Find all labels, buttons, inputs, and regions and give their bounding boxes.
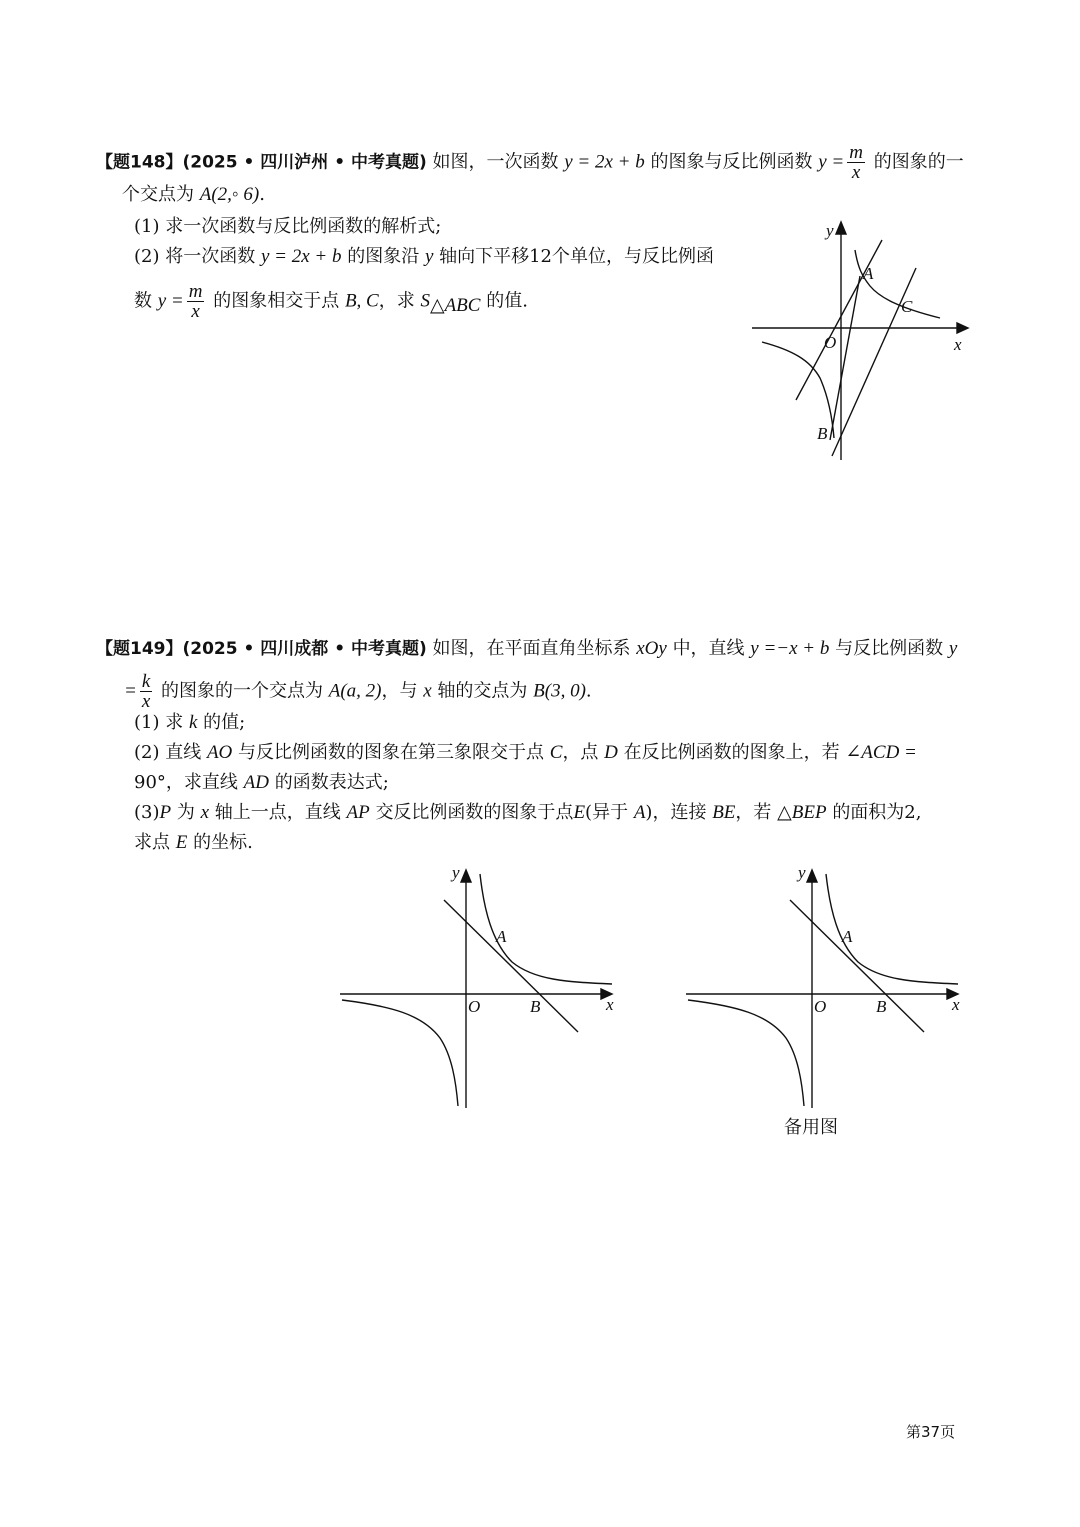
- p148-segment-ab: [830, 276, 860, 440]
- p148-text: ，求: [378, 290, 415, 312]
- p148-label-y: y: [826, 221, 834, 240]
- p149-text: ，与: [381, 680, 418, 702]
- p149-spare-label-o: O: [814, 997, 827, 1016]
- p149-triangle: △BEP: [777, 802, 827, 823]
- p148-source: (2025 • 四川泸州 • 中考真题): [182, 152, 427, 173]
- p148-y-arrow: [836, 222, 846, 234]
- p149-text: 的坐标.: [193, 832, 253, 853]
- p149-text: 交反比例函数的图象于点: [375, 802, 574, 823]
- p149-text: 的图象的一个交点为: [161, 680, 323, 702]
- p149-text: 轴的交点为: [437, 680, 528, 702]
- p149-text: (2) 直线: [134, 742, 202, 763]
- p149-x: x: [200, 802, 210, 823]
- p149-x: x: [423, 680, 432, 702]
- p149-line2: [124, 672, 592, 711]
- p149-label-a: A: [496, 927, 507, 946]
- p149-be: BE: [712, 802, 736, 823]
- p148-text: 轴向下平移12个单位，与反比例函: [439, 246, 715, 267]
- p149-text: 在反比例函数的图象上，若: [623, 742, 840, 763]
- p149-figure-main: [336, 860, 626, 1110]
- p148-label-c: C: [901, 297, 913, 316]
- p148-text: 的图象沿: [347, 246, 420, 267]
- p149-text: 90°，求直线: [134, 772, 238, 793]
- p149-text: 的面积为2,: [832, 802, 922, 823]
- p149-d: D: [604, 742, 618, 763]
- p149-line-expr: y =−x + b: [750, 638, 830, 659]
- p149-y: y: [948, 638, 958, 659]
- p148-q2-line2: [134, 282, 528, 321]
- p149-label-x: x: [606, 995, 614, 1014]
- page-number: 第37页: [906, 1423, 956, 1441]
- p148-x-arrow: [957, 323, 968, 333]
- p148-line1: [96, 143, 964, 182]
- p149-tag: 【题149】: [96, 639, 183, 659]
- p148-line2: [122, 182, 265, 208]
- p149-q3-line2: [134, 830, 253, 856]
- p149-label-o: O: [468, 997, 481, 1016]
- p148-q2-expr: y = 2x + b: [260, 246, 342, 267]
- p149-text: 求点: [134, 832, 170, 853]
- p149-eq: =: [124, 680, 137, 702]
- p148-linear-expr: y = 2x + b: [564, 151, 645, 173]
- p148-text: 数: [134, 290, 152, 312]
- p148-q2-points: B, C: [344, 290, 379, 312]
- p149-a: A: [633, 802, 646, 823]
- p149-spare-label-b: B: [876, 997, 887, 1016]
- p148-text: 如图，一次函数: [432, 151, 559, 173]
- p148-label-b: B: [817, 424, 828, 443]
- p149-ap: AP: [346, 802, 370, 823]
- p149-point-a: A(a, 2): [328, 680, 382, 702]
- p149-c: C: [549, 742, 563, 763]
- frac-num: k: [141, 671, 151, 692]
- p149-spare-line-ab: [790, 900, 924, 1032]
- p149-q3-line1: [134, 800, 922, 826]
- p149-q1: [134, 710, 245, 736]
- p149-text: ，若: [735, 802, 772, 823]
- p149-line-ab: [444, 900, 578, 1032]
- p149-q2-line1: [134, 740, 917, 766]
- p149-ao: AO: [206, 742, 233, 763]
- p149-text: ，点: [562, 742, 599, 763]
- p148-text: 的图象相交于点: [213, 290, 340, 312]
- p149-label-y: y: [452, 863, 460, 882]
- p149-text: 中，直线: [672, 638, 745, 659]
- p149-point-b: B(3, 0): [533, 680, 586, 702]
- p149-line1: [96, 636, 957, 662]
- p148-q2-fraction: [187, 282, 205, 321]
- p149-text: 的值;: [203, 712, 246, 733]
- p148-text: .: [259, 184, 265, 205]
- p149-e: E: [175, 832, 188, 853]
- p149-spare-label-a: A: [842, 927, 853, 946]
- p148-text: 的图象与反比例函数: [650, 151, 813, 173]
- p148-fraction: [847, 143, 865, 182]
- p148-text: 的图象的一: [873, 151, 964, 173]
- p149-spare-y-arrow: [807, 870, 817, 882]
- p148-q2-axis: y: [424, 246, 434, 267]
- p148-text: (2) 将一次函数: [134, 246, 256, 267]
- p149-fraction: [140, 672, 152, 711]
- p149-e: E: [573, 802, 586, 823]
- frac-den: x: [851, 162, 861, 183]
- p148-label-a: A: [863, 264, 874, 283]
- p149-text: 轴上一点，直线: [214, 802, 341, 823]
- p149-text: 与反比例函数的图象在第三象限交于点: [238, 742, 545, 763]
- p149-text: 的函数表达式;: [274, 772, 389, 793]
- p149-hyperbola-q3: [342, 1000, 458, 1106]
- p148-text: 个交点为: [122, 184, 194, 205]
- frac-num: m: [849, 142, 863, 163]
- p149-text: (异于: [585, 802, 629, 823]
- p148-y-eq: y =: [818, 151, 845, 173]
- p148-figure: [740, 210, 980, 470]
- p149-spare-label-x: x: [952, 995, 960, 1014]
- frac-num: m: [188, 281, 203, 302]
- p149-q2-line2: [134, 770, 389, 796]
- p149-text: 为: [176, 802, 195, 823]
- p149-label-b: B: [530, 997, 541, 1016]
- p149-source: (2025 • 四川成都 • 中考真题): [182, 639, 427, 659]
- p148-q2-line1: [134, 244, 714, 270]
- p149-text: .: [585, 680, 592, 702]
- p148-text: 的值.: [486, 290, 528, 312]
- p148-label-o: O: [824, 333, 837, 352]
- p149-text: 与反比例函数: [835, 638, 944, 659]
- p149-spare-label-y: y: [798, 863, 806, 882]
- p149-spare-hyperbola-q3: [688, 1000, 804, 1106]
- p149-angle: ∠ACD =: [845, 742, 917, 763]
- p149-y-arrow: [461, 870, 471, 882]
- p148-area-symbol: S: [420, 290, 430, 312]
- p149-text: 如图，在平面直角坐标系: [432, 638, 631, 659]
- spare-figure-caption: 备用图: [784, 1117, 838, 1138]
- frac-den: x: [191, 301, 200, 322]
- p148-label-x: x: [954, 335, 962, 354]
- p148-tag: 【题148】: [96, 152, 183, 173]
- p149-text: (3): [134, 802, 160, 823]
- p149-p: P: [159, 802, 172, 823]
- p149-text: (1) 求: [134, 712, 184, 733]
- p148-q2-y-eq: y =: [157, 290, 184, 312]
- p149-text: )，连接: [645, 802, 707, 823]
- p148-q1: (1) 求一次函数与反比例函数的解析式;: [134, 216, 442, 237]
- p148-point-a: A(2,◦ 6): [199, 184, 260, 205]
- p149-ad: AD: [243, 772, 269, 793]
- p149-k: k: [188, 712, 198, 733]
- p148-area-subscript: △ABC: [429, 295, 481, 317]
- frac-den: x: [141, 691, 151, 712]
- p149-figure-spare: [682, 860, 972, 1110]
- p149-coord-sys: xOy: [636, 638, 667, 659]
